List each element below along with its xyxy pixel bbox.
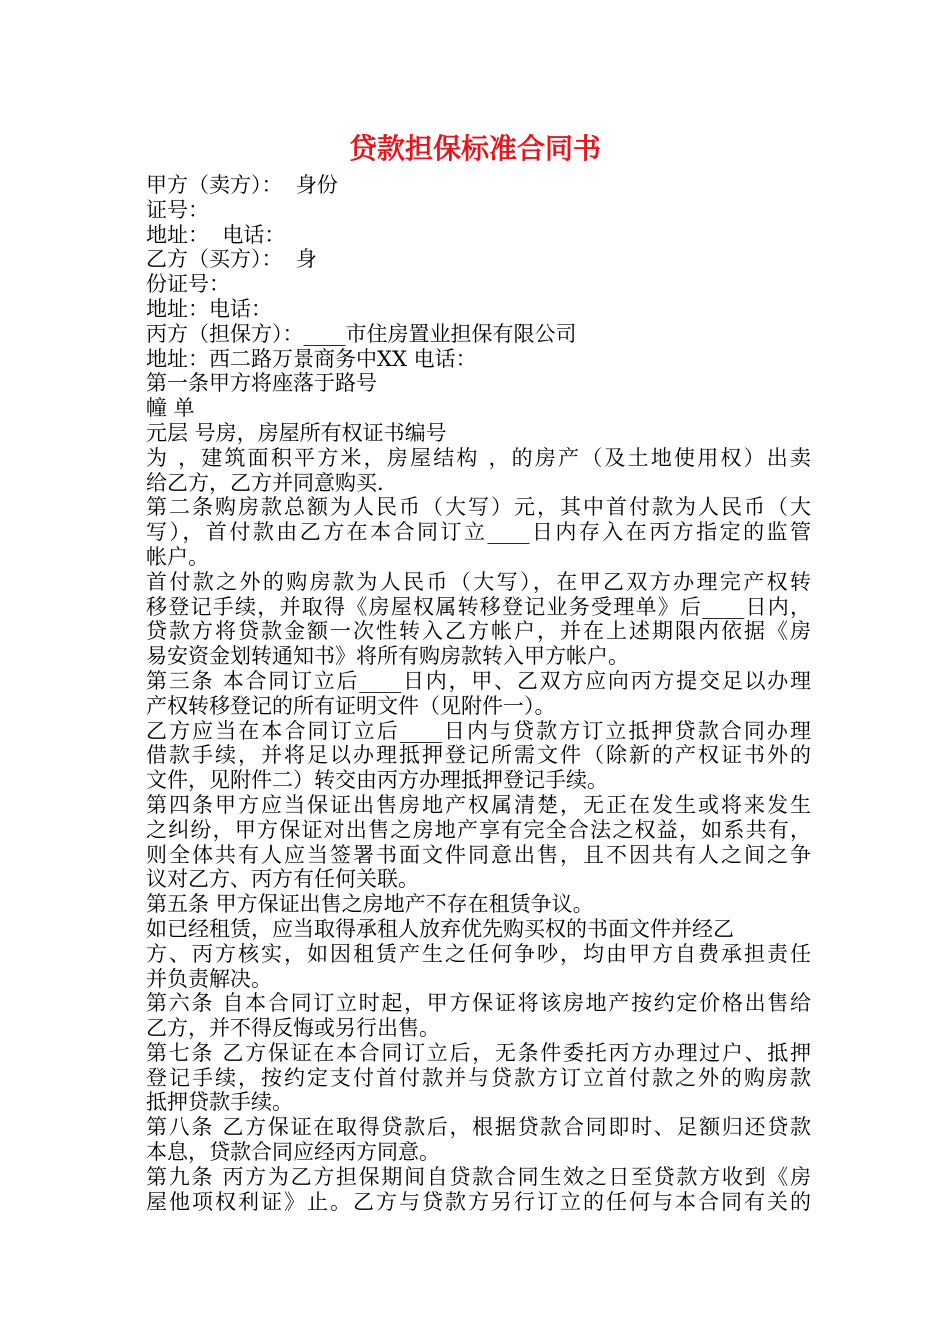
text-line: 丙方（担保方）：____市住房置业担保有限公司: [146, 321, 577, 346]
text-line: 屋他项权利证》止。乙方与贷款方另行订立的任何与本合同有关的: [146, 1189, 811, 1214]
text-line: 元层 号房，房屋所有权证书编号: [146, 420, 447, 445]
text-line: 如已经租赁，应当取得承租人放弃优先购买权的书面文件并经乙: [146, 916, 734, 941]
document-title: 贷款担保标准合同书: [348, 132, 601, 165]
text-line: 方、丙方核实，如因租赁产生之任何争吵，均由甲方自费承担责任: [146, 941, 811, 966]
text-line: 文件，见附件二）转交由丙方办理抵押登记手续。: [146, 768, 608, 793]
document-body: [146, 173, 811, 1214]
text-line: 产权转移登记的所有证明文件（见附件一）。: [146, 693, 556, 718]
text-line: 借款手续，并将足以办理抵押登记所需文件（除新的产权证书外的: [146, 743, 811, 768]
text-line: 第九条 丙方为乙方担保期间自贷款合同生效之日至贷款方收到《房: [146, 1164, 811, 1189]
text-line: 易安资金划转通知书》将所有购房款转入甲方帐户。: [146, 644, 629, 669]
text-line: 之纠纷，甲方保证对出售之房地产享有完全合法之权益，如系共有，: [146, 817, 811, 842]
text-line: 给乙方，乙方并同意购买.: [146, 470, 384, 495]
text-line: 份证号：: [146, 272, 230, 297]
text-line: 第三条 本合同订立后____日内，甲、乙双方应向丙方提交足以办理: [146, 668, 811, 693]
text-line: 议对乙方、丙方有任何关联。: [146, 867, 419, 892]
text-line: 甲方（卖方）： 身份: [146, 173, 338, 197]
text-line: 地址：电话：: [146, 296, 272, 321]
text-line: 乙方（买方）： 身: [146, 247, 317, 272]
text-line: 贷款方将贷款金额一次性转入乙方帐户，并在上述期限内依据《房: [146, 619, 811, 644]
text-line: 乙方，并不得反悔或另行出售。: [146, 1016, 440, 1041]
text-line: 移登记手续，并取得《房屋权属转移登记业务受理单》后____日内，: [146, 594, 811, 619]
text-line: 第八条 乙方保证在取得贷款后，根据贷款合同即时、足额归还贷款: [146, 1115, 811, 1140]
text-line: 则全体共有人应当签署书面文件同意出售，且不因共有人之间之争: [146, 842, 811, 867]
text-line: 第六条 自本合同订立时起，甲方保证将该房地产按约定价格出售给: [146, 991, 811, 1016]
text-line: 第二条购房款总额为人民币（大写）元，其中首付款为人民币（大: [146, 495, 811, 520]
text-line: 本息，贷款合同应经丙方同意。: [146, 1140, 440, 1165]
text-line: 第四条甲方应当保证出售房地产权属清楚，无正在发生或将来发生: [146, 792, 811, 817]
text-line: 证号：: [146, 197, 209, 222]
text-line: 第一条甲方将座落于路号: [146, 371, 377, 396]
text-line: 第七条 乙方保证在本合同订立后，无条件委托丙方办理过户、抵押: [146, 1040, 811, 1065]
text-line: 第五条 甲方保证出售之房地产不存在租赁争议。: [146, 892, 594, 917]
text-line: 地址：西二路万景商务中XX 电话：: [146, 346, 477, 371]
text-line: 幢 单: [146, 396, 195, 421]
text-line: 写），首付款由乙方在本合同订立____日内存入在丙方指定的监管: [146, 520, 811, 545]
text-line: 乙方应当在本合同订立后____日内与贷款方订立抵押贷款合同办理: [146, 718, 811, 743]
text-line: 抵押贷款手续。: [146, 1090, 293, 1115]
text-line: 为 ，建筑面积平方米，房屋结构 ，的房产（及土地使用权）出卖: [146, 445, 811, 470]
text-line: 地址： 电话：: [146, 222, 286, 247]
text-line: 帐户。: [146, 544, 209, 569]
text-line: 并负责解决。: [146, 966, 272, 991]
text-line: 首付款之外的购房款为人民币（大写），在甲乙双方办理完产权转: [146, 569, 811, 594]
text-line: 登记手续，按约定支付首付款并与贷款方订立首付款之外的购房款: [146, 1065, 811, 1090]
